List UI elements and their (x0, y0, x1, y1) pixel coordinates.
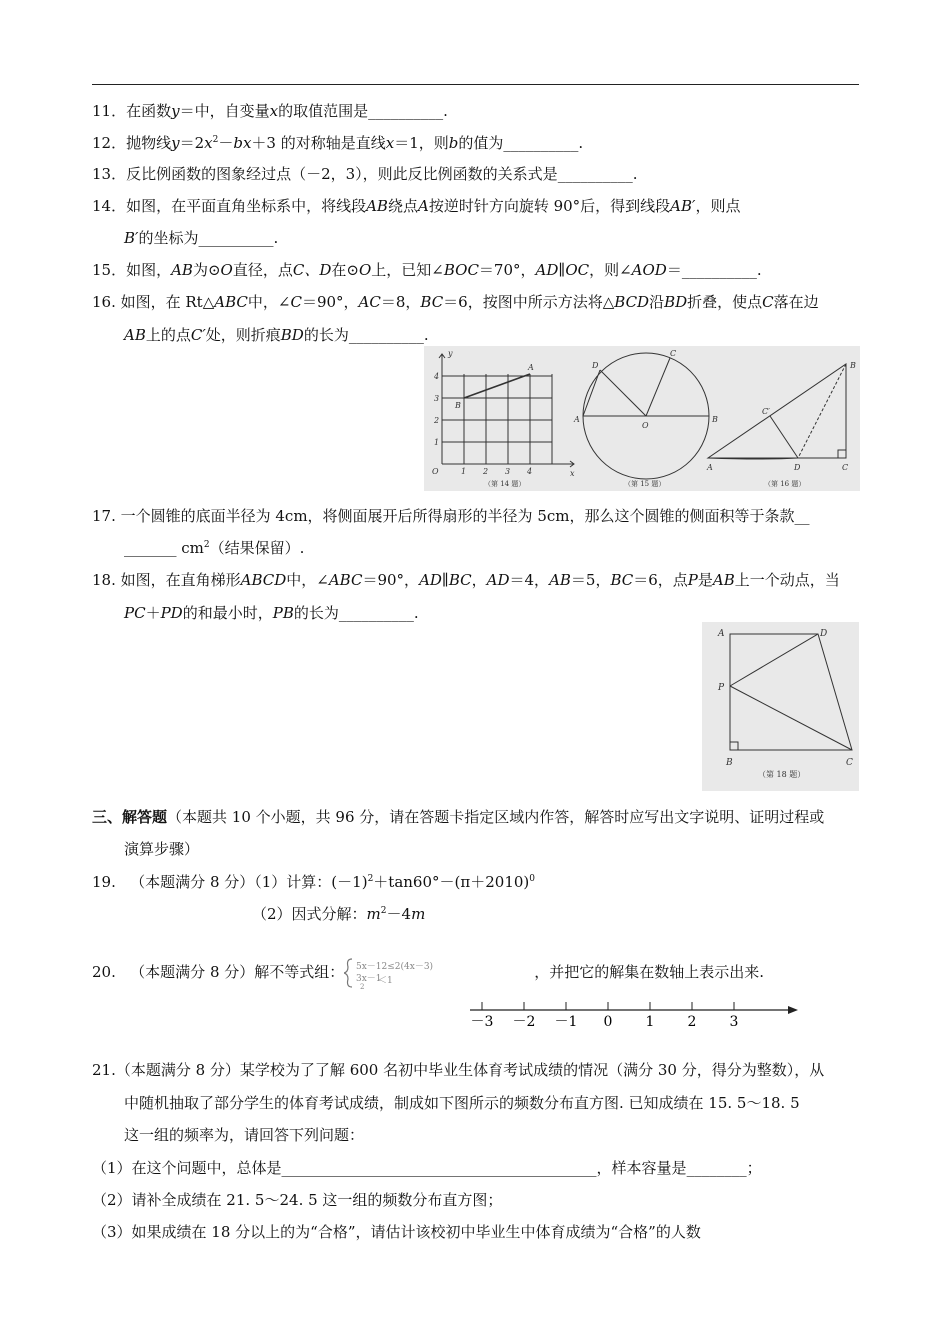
f16-point-b-label: B (850, 361, 856, 370)
number-line-tick-label: 3 (729, 1014, 739, 1030)
question-18-line-2: PC＋PD的和最小时，PB的长为__________. (124, 604, 419, 622)
f16-point-c-label: C (842, 463, 849, 472)
q14-answer-blank[interactable]: __________ (198, 229, 274, 247)
q18-answer-blank[interactable]: __________ (338, 604, 414, 622)
q11-answer-blank[interactable]: __________ (368, 102, 444, 120)
svg-text:2: 2 (483, 467, 489, 476)
question-11: 11．在函数y＝中，自变量x的取值范围是__________. (92, 102, 448, 120)
f18-point-a-label: A (718, 629, 725, 639)
f18-caption: （第 18 题） (758, 770, 806, 779)
question-21-part-1: （1）在这个问题中，总体是__________________________________________，样本容量是________； (92, 1159, 762, 1177)
q17-answer-blank-b[interactable]: _______ (124, 539, 177, 557)
section-3-header: 三、解答题（本题共 10 个小题，共 96 分，请在答题卡指定区域内作答，解答时应写出文字说明、证明过程或 (92, 808, 825, 826)
f15-point-a-label: A (574, 415, 580, 424)
number-line-tick-label: －3 (470, 1014, 494, 1030)
question-21-part-2: （2）请补全成绩在 21. 5～24. 5 这一组的频数分布直方图； (92, 1191, 503, 1209)
f15-center-label: O (642, 421, 649, 430)
svg-text:1: 1 (434, 438, 440, 447)
q11-number: 11． (92, 102, 127, 120)
top-rule (92, 84, 859, 85)
question-21-line-3: 这一组的频率为，请回答下列问题： (124, 1126, 365, 1144)
q21-population-blank[interactable]: __________________________________________ (281, 1159, 597, 1177)
question-17-line-2: _______ $cm^2$（结果保留）. (124, 539, 305, 557)
inequality-1: 5x－12≤2(4x－3) (356, 962, 434, 972)
question-21-line-2: 中随机抽取了部分学生的体育考试成绩，制成如下图所示的频数分布直方图. 已知成绩在 15. 5～18. 5 (124, 1094, 800, 1112)
number-line (460, 992, 805, 1032)
f14-point-b-label: B (455, 401, 461, 410)
svg-text:2: 2 (434, 416, 440, 425)
number-line-tick-label: －2 (512, 1014, 536, 1030)
question-12: 12．抛物线$y=2x^2-bx+3$ 的对称轴是直线x＝1，则b的值为__________. (92, 134, 584, 152)
number-line-tick-label: 0 (603, 1014, 613, 1030)
q12-answer-blank[interactable]: __________ (503, 134, 579, 152)
figure-14-16-strip (424, 346, 860, 491)
q16-answer-blank[interactable]: __________ (348, 326, 424, 344)
q15-answer-blank[interactable]: __________ (681, 261, 757, 279)
f15-caption: （第 15 题） (624, 480, 666, 488)
f15-point-d-label: D (592, 361, 599, 370)
question-18: 18. 如图，在直角梯形ABCD中，∠ABC＝90°，AD∥BC，AD＝4，AB＝5，BC＝6，点P是AB上一个动点，当 (92, 571, 840, 589)
svg-text:3: 3 (505, 467, 511, 476)
number-line-tick-label: －1 (554, 1014, 578, 1030)
question-13: 13．反比例函数的图象经过点（－2，3），则此反比例函数的关系式是__________. (92, 165, 638, 183)
question-21: 21.（本题满分 8 分）某学校为了了解 600 名初中毕业生体育考试成绩的情况（满分 30 分，得分为整数），从 (92, 1061, 825, 1079)
figure-15 (583, 353, 709, 479)
question-21-part-3: （3）如果成绩在 18 分以上的为“合格”，请估计该校初中毕业生中体育成绩为“合格”的人数 (92, 1223, 701, 1241)
question-14: 14．如图，在平面直角坐标系中，将线段AB绕点A按逆时针方向旋转 90°后，得到线段AB′，则点 (92, 197, 741, 215)
q17-answer-blank-a[interactable]: __ (794, 507, 810, 525)
f14-origin-label: O (432, 467, 439, 476)
f16-point-d-label: D (794, 463, 801, 472)
figure-18 (702, 622, 859, 791)
f18-point-b-label: B (726, 758, 733, 768)
number-line-ticks (471, 1002, 739, 1030)
f14-x-label: x (570, 469, 575, 478)
svg-text:4: 4 (434, 372, 440, 381)
f18-point-c-label: C (846, 758, 853, 768)
section-3-title: 三、解答题 (92, 808, 168, 826)
inequality-2-rhs: ＜1 (378, 976, 393, 986)
f16-caption: （第 16 题） (764, 480, 806, 488)
inequality-system (344, 962, 534, 991)
question-17: 17. 一个圆锥的底面半径为 4cm，将侧面展开后所得扇形的半径为 5cm，那么这个圆锥的侧面积等于条款__ (92, 507, 810, 525)
svg-text:4: 4 (527, 467, 533, 476)
figure-16 (708, 364, 846, 459)
section-3-header-line-2: 演算步骤） (124, 840, 200, 858)
question-15: 15．如图，AB为⊙O直径，点C、D在⊙O上，已知∠BOC＝70°，AD∥OC，则∠AOD＝__________. (92, 261, 762, 279)
figure-14 (439, 354, 574, 467)
f16-point-cprime-label: C′ (762, 407, 770, 416)
number-line-tick-label: 2 (687, 1014, 697, 1030)
question-19: 19. （本题满分 8 分）（1）计算：$(-1)^2+\tan 60^\circ-(\pi+2010)^0$ (92, 873, 535, 891)
svg-text:3: 3 (434, 394, 440, 403)
q13-answer-blank[interactable]: __________ (557, 165, 633, 183)
question-14-line-2: B′的坐标为__________. (124, 229, 279, 247)
question-20: 20. （本题满分 8 分）解不等式组： 5x－12≤2(4x－3) 3x－1 2 ＜1 ，并把它的解集在数轴上表示出来. (92, 962, 764, 983)
f14-point-a-label: A (528, 363, 534, 372)
f18-point-d-label: D (820, 629, 828, 639)
question-16: 16. 如图，在 Rt△ABC中，∠C＝90°，AC＝8，BC＝6，按图中所示方法将△BCD沿BD折叠，使点C落在边 (92, 293, 819, 311)
f15-point-c-label: C (670, 349, 677, 358)
f14-y-label: y (448, 349, 453, 358)
q21-sample-size-blank[interactable]: ________ (686, 1159, 747, 1177)
question-16-line-2: AB上的点C′处，则折痕BD的长为__________. (124, 326, 429, 344)
f14-caption: （第 14 题） (484, 480, 526, 488)
question-19-part-2: （2）因式分解：$m^2-4m$ (252, 905, 426, 923)
f15-point-b-label: B (712, 415, 718, 424)
inequality-2-den: 2 (360, 983, 365, 991)
number-line-tick-label: 1 (645, 1014, 655, 1030)
f16-point-a-label: A (707, 463, 713, 472)
svg-text:1: 1 (461, 467, 467, 476)
inequality-2-num: 3x－1 (356, 974, 382, 984)
f18-point-p-label: P (718, 683, 725, 693)
